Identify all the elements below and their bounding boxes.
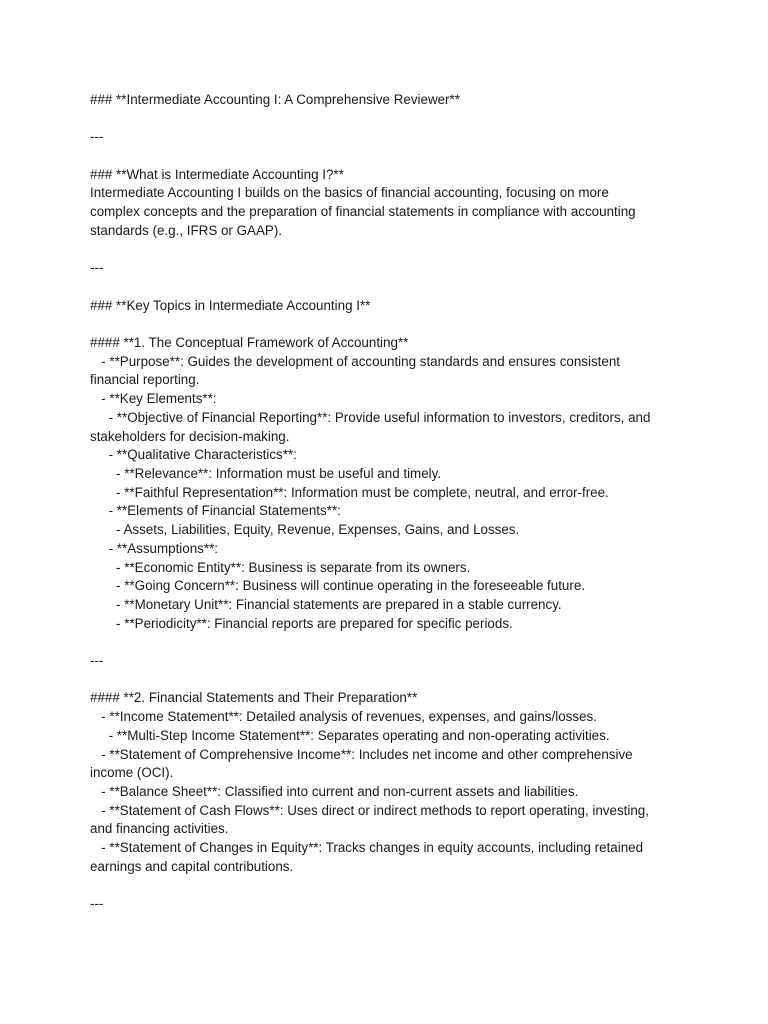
section-heading-financial-statements: #### **2. Financial Statements and Their Preparation** bbox=[90, 690, 418, 706]
list-line: - **Monetary Unit**: Financial statements are prepared in a stable currency. bbox=[90, 596, 562, 612]
list-line: financial reporting. bbox=[90, 372, 200, 388]
section-heading-conceptual-framework: #### **1. The Conceptual Framework of Accounting** bbox=[90, 335, 409, 351]
list-line: - **Periodicity**: Financial reports are prepared for specific periods. bbox=[90, 615, 513, 631]
list-line: - **Key Elements**: bbox=[90, 391, 217, 407]
list-line: - **Relevance**: Information must be useful and timely. bbox=[90, 465, 442, 481]
separator: --- bbox=[90, 653, 104, 668]
list-line: stakeholders for decision-making. bbox=[90, 428, 290, 444]
list-line: earnings and capital contributions. bbox=[90, 858, 294, 874]
list-line: - **Assumptions**: bbox=[90, 540, 219, 556]
separator: --- bbox=[90, 129, 104, 145]
list-line: - **Statement of Cash Flows**: Uses direct or indirect methods to report operating, investing, bbox=[90, 802, 649, 818]
list-line: - **Faithful Representation**: Information must be complete, neutral, and error-free. bbox=[90, 484, 609, 500]
separator: --- bbox=[90, 896, 104, 912]
list-line: - **Economic Entity**: Business is separate from its owners. bbox=[90, 559, 471, 575]
list-line: - **Objective of Financial Reporting**: Provide useful information to investors, creditors, and bbox=[90, 409, 651, 425]
list-line: and financing activities. bbox=[90, 821, 229, 837]
section-heading-what-is: ### **What is Intermediate Accounting I?** bbox=[90, 166, 344, 182]
list-line: - **Income Statement**: Detailed analysis of revenues, expenses, and gains/losses. bbox=[90, 709, 597, 725]
list-line: income (OCI). bbox=[90, 765, 174, 781]
list-line: - Assets, Liabilities, Equity, Revenue, Expenses, Gains, and Losses. bbox=[90, 522, 520, 538]
section-heading-key-topics: ### **Key Topics in Intermediate Accounting I** bbox=[90, 297, 371, 313]
separator: --- bbox=[90, 260, 104, 276]
list-line: - **Balance Sheet**: Classified into current and non-current assets and liabilities. bbox=[90, 783, 579, 799]
list-line: - **Multi-Step Income Statement**: Separates operating and non-operating activities. bbox=[90, 727, 610, 743]
list-line: - **Qualitative Characteristics**: bbox=[90, 447, 297, 463]
list-line: - **Purpose**: Guides the development of accounting standards and ensures consistent bbox=[90, 353, 621, 369]
list-line: - **Statement of Changes in Equity**: Tracks changes in equity accounts, including retained bbox=[90, 840, 644, 856]
paragraph-line: standards (e.g., IFRS or GAAP). bbox=[90, 222, 283, 238]
list-line: - **Statement of Comprehensive Income**: Includes net income and other comprehensive bbox=[90, 746, 633, 762]
document-body bbox=[90, 91, 680, 914]
document-title: ### **Intermediate Accounting I: A Comprehensive Reviewer** bbox=[90, 92, 460, 107]
list-line: - **Going Concern**: Business will continue operating in the foreseeable future. bbox=[90, 578, 585, 594]
paragraph-line: Intermediate Accounting I builds on the basics of financial accounting, focusing on more bbox=[90, 185, 609, 201]
paragraph-line: complex concepts and the preparation of financial statements in compliance with accounting bbox=[90, 204, 636, 220]
list-line: - **Elements of Financial Statements**: bbox=[90, 503, 341, 519]
